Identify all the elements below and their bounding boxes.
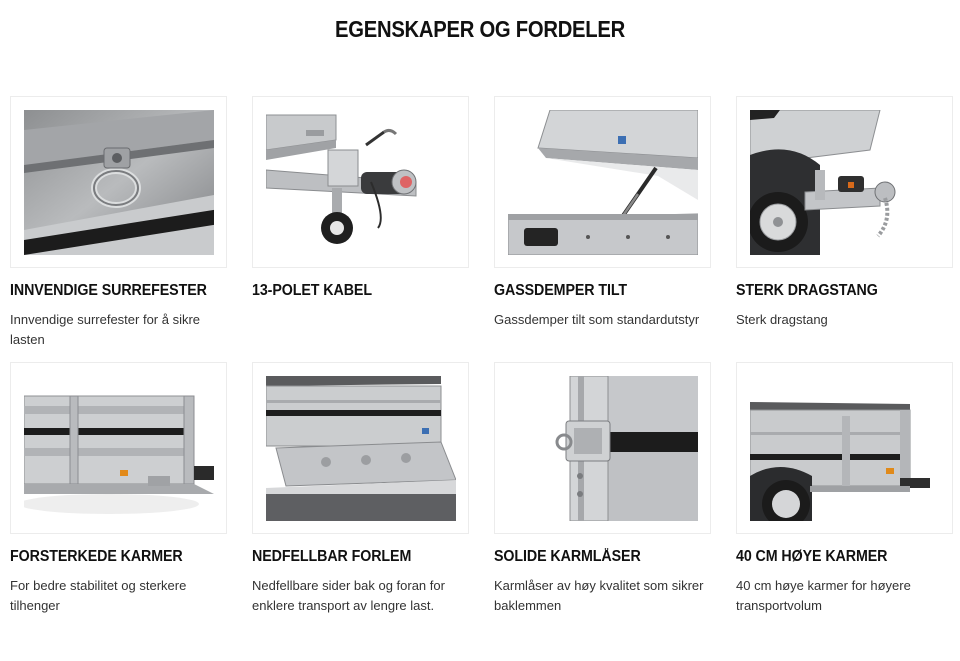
folding-front-board-photo xyxy=(266,376,456,521)
feature-image xyxy=(10,362,227,534)
feature-title: 13-POLET KABEL xyxy=(252,282,372,299)
feature-card xyxy=(252,362,469,628)
feature-title: SOLIDE KARMLÅSER xyxy=(494,548,641,565)
feature-description: For bedre stabilitet og sterkere tilhenger xyxy=(10,578,187,613)
drawbar-cable-photo xyxy=(266,110,456,255)
high-sides-photo xyxy=(750,376,940,521)
features-grid xyxy=(10,96,952,628)
feature-title: INNVENDIGE SURREFESTER xyxy=(10,282,207,299)
feature-card xyxy=(736,96,953,362)
feature-card xyxy=(736,362,953,628)
feature-image xyxy=(494,96,711,268)
feature-image xyxy=(494,362,711,534)
feature-title: STERK DRAGSTANG xyxy=(736,282,878,299)
page-title: EGENSKAPER OG FORDELER xyxy=(335,16,625,42)
feature-image xyxy=(252,96,469,268)
feature-image xyxy=(10,96,227,268)
feature-card xyxy=(10,96,227,362)
feature-description: Innvendige surrefester for å sikre lasten xyxy=(10,312,201,347)
lashing-ring-photo xyxy=(24,110,214,255)
feature-description: Nedfellbare sider bak og foran for enklere transport av lengre last. xyxy=(252,578,445,613)
feature-description: Gassdemper tilt som standardutstyr xyxy=(494,312,700,327)
feature-title: FORSTERKEDE KARMER xyxy=(10,548,183,565)
side-lock-photo xyxy=(508,376,698,521)
drawbar-photo xyxy=(750,110,940,255)
feature-description: Sterk dragstang xyxy=(736,312,828,327)
feature-card xyxy=(494,362,711,628)
feature-title: 40 CM HØYE KARMER xyxy=(736,548,888,565)
feature-image xyxy=(736,362,953,534)
feature-description: 40 cm høye karmer for høyere transportvolum xyxy=(736,578,911,613)
feature-card xyxy=(10,362,227,628)
feature-card xyxy=(494,96,711,362)
feature-image xyxy=(252,362,469,534)
feature-title: GASSDEMPER TILT xyxy=(494,282,628,299)
feature-title: NEDFELLBAR FORLEM xyxy=(252,548,412,565)
feature-description: Karmlåser av høy kvalitet som sikrer baklemmen xyxy=(494,578,704,613)
reinforced-sides-photo xyxy=(24,376,214,521)
feature-image xyxy=(736,96,953,268)
feature-card xyxy=(252,96,469,362)
gas-strut-tilt-photo xyxy=(508,110,698,255)
